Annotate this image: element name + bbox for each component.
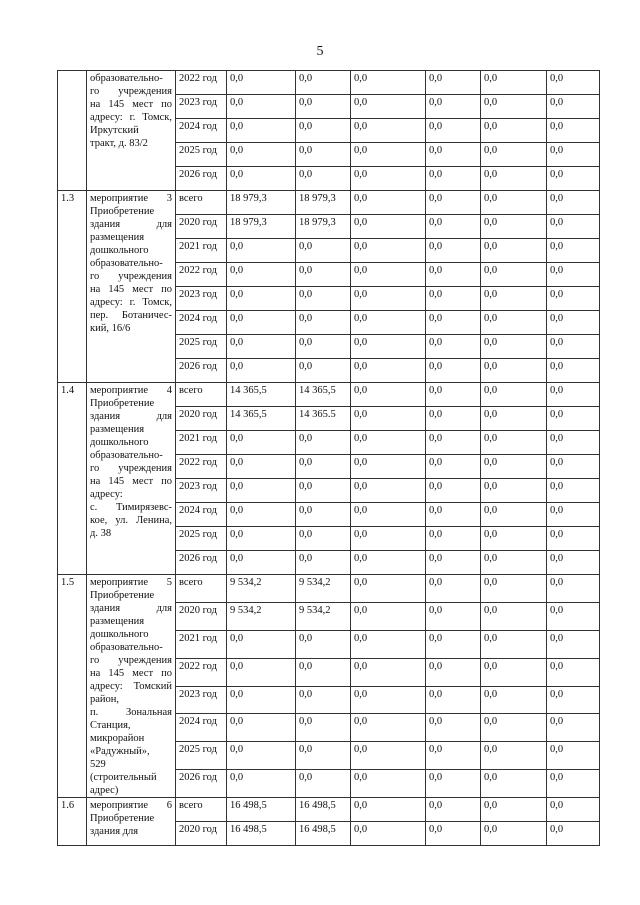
description-line: го учреждения bbox=[90, 655, 172, 666]
period-cell: 2021 год bbox=[176, 431, 227, 455]
value-cell: 0,0 bbox=[547, 191, 600, 215]
description-line: кое, ул. Ленина, bbox=[90, 515, 172, 526]
value-cell: 0,0 bbox=[351, 311, 426, 335]
value-cell: 0,0 bbox=[227, 503, 296, 527]
value-cell: 0,0 bbox=[426, 215, 481, 239]
period-cell: 2026 год bbox=[176, 551, 227, 575]
description-line: размещения bbox=[90, 616, 145, 627]
description-line: мероприятие 5 bbox=[90, 577, 172, 588]
value-cell: 0,0 bbox=[296, 167, 351, 191]
value-cell: 0,0 bbox=[547, 335, 600, 359]
period-cell: 2024 год bbox=[176, 714, 227, 742]
value-cell: 16 498,5 bbox=[227, 822, 296, 846]
description-line: Приобретение bbox=[90, 398, 155, 409]
value-cell: 0,0 bbox=[351, 575, 426, 603]
period-cell: 2020 год bbox=[176, 822, 227, 846]
description-line: Приобретение bbox=[90, 206, 155, 217]
description-line: здания для bbox=[90, 603, 172, 614]
value-cell: 0,0 bbox=[426, 455, 481, 479]
description-line: адрес) bbox=[90, 785, 119, 796]
period-cell: всего bbox=[176, 191, 227, 215]
description-line: 529 bbox=[90, 759, 106, 770]
value-cell: 0,0 bbox=[481, 407, 547, 431]
value-cell: 0,0 bbox=[227, 143, 296, 167]
value-cell: 0,0 bbox=[227, 335, 296, 359]
description-line: на 145 мест по bbox=[90, 476, 172, 487]
period-cell: 2025 год bbox=[176, 527, 227, 551]
value-cell: 0,0 bbox=[227, 71, 296, 95]
value-cell: 0,0 bbox=[351, 71, 426, 95]
value-cell: 0,0 bbox=[351, 119, 426, 143]
value-cell: 0,0 bbox=[351, 686, 426, 714]
value-cell: 0,0 bbox=[351, 658, 426, 686]
value-cell: 0,0 bbox=[426, 191, 481, 215]
value-cell: 18 979,3 bbox=[296, 215, 351, 239]
value-cell: 0,0 bbox=[426, 658, 481, 686]
value-cell: 0,0 bbox=[426, 602, 481, 630]
value-cell: 0,0 bbox=[547, 95, 600, 119]
value-cell: 0,0 bbox=[426, 311, 481, 335]
table-row bbox=[58, 191, 600, 215]
description-line: микрорайон bbox=[90, 733, 145, 744]
value-cell: 0,0 bbox=[481, 658, 547, 686]
value-cell: 0,0 bbox=[227, 287, 296, 311]
value-cell: 0,0 bbox=[481, 335, 547, 359]
value-cell: 0,0 bbox=[547, 143, 600, 167]
value-cell: 0,0 bbox=[351, 383, 426, 407]
value-cell: 0,0 bbox=[426, 263, 481, 287]
value-cell: 0,0 bbox=[547, 287, 600, 311]
measure-description bbox=[87, 798, 176, 846]
value-cell: 0,0 bbox=[296, 630, 351, 658]
table-body bbox=[58, 71, 600, 846]
value-cell: 0,0 bbox=[481, 455, 547, 479]
value-cell: 0,0 bbox=[426, 431, 481, 455]
value-cell: 0,0 bbox=[547, 455, 600, 479]
value-cell: 0,0 bbox=[351, 527, 426, 551]
value-cell: 0,0 bbox=[481, 71, 547, 95]
value-cell: 0,0 bbox=[296, 335, 351, 359]
value-cell: 0,0 bbox=[426, 551, 481, 575]
value-cell: 0,0 bbox=[351, 551, 426, 575]
value-cell: 0,0 bbox=[481, 263, 547, 287]
value-cell: 0,0 bbox=[481, 770, 547, 798]
value-cell: 0,0 bbox=[426, 359, 481, 383]
value-cell: 0,0 bbox=[351, 263, 426, 287]
value-cell: 0,0 bbox=[351, 143, 426, 167]
period-cell: 2024 год bbox=[176, 119, 227, 143]
value-cell: 0,0 bbox=[481, 359, 547, 383]
period-cell: 2023 год bbox=[176, 287, 227, 311]
value-cell: 0,0 bbox=[296, 143, 351, 167]
value-cell: 0,0 bbox=[481, 383, 547, 407]
table-row bbox=[58, 383, 600, 407]
value-cell: 9 534,2 bbox=[227, 602, 296, 630]
value-cell: 0,0 bbox=[481, 239, 547, 263]
value-cell: 0,0 bbox=[426, 383, 481, 407]
value-cell: 0,0 bbox=[351, 359, 426, 383]
value-cell: 0,0 bbox=[351, 822, 426, 846]
value-cell: 0,0 bbox=[481, 479, 547, 503]
budget-table bbox=[57, 70, 600, 846]
value-cell: 14 365,5 bbox=[296, 383, 351, 407]
value-cell: 0,0 bbox=[351, 95, 426, 119]
value-cell: 0,0 bbox=[296, 119, 351, 143]
value-cell: 0,0 bbox=[426, 71, 481, 95]
period-cell: 2020 год bbox=[176, 215, 227, 239]
value-cell: 0,0 bbox=[227, 431, 296, 455]
value-cell: 0,0 bbox=[547, 263, 600, 287]
value-cell: 0,0 bbox=[547, 527, 600, 551]
value-cell: 0,0 bbox=[547, 503, 600, 527]
value-cell: 0,0 bbox=[481, 215, 547, 239]
period-cell: всего bbox=[176, 575, 227, 603]
value-cell: 9 534,2 bbox=[296, 602, 351, 630]
row-index: 1.3 bbox=[58, 191, 87, 383]
value-cell: 0,0 bbox=[547, 551, 600, 575]
period-cell: 2024 год bbox=[176, 503, 227, 527]
value-cell: 0,0 bbox=[547, 742, 600, 770]
value-cell: 0,0 bbox=[481, 822, 547, 846]
value-cell: 0,0 bbox=[547, 770, 600, 798]
value-cell: 0,0 bbox=[426, 770, 481, 798]
description-line: образовательно- bbox=[90, 73, 163, 84]
page-number: 5 bbox=[316, 44, 324, 59]
value-cell: 18 979,3 bbox=[296, 191, 351, 215]
value-cell: 0,0 bbox=[296, 770, 351, 798]
value-cell: 0,0 bbox=[351, 335, 426, 359]
period-cell: 2026 год bbox=[176, 359, 227, 383]
value-cell: 0,0 bbox=[227, 742, 296, 770]
period-cell: 2026 год bbox=[176, 167, 227, 191]
description-line: го учреждения bbox=[90, 86, 172, 97]
value-cell: 0,0 bbox=[227, 527, 296, 551]
value-cell: 0,0 bbox=[547, 822, 600, 846]
value-cell: 0,0 bbox=[296, 95, 351, 119]
value-cell: 0,0 bbox=[296, 527, 351, 551]
value-cell: 0,0 bbox=[296, 551, 351, 575]
value-cell: 0,0 bbox=[547, 602, 600, 630]
description-line: здания для bbox=[90, 826, 139, 837]
value-cell: 0,0 bbox=[227, 686, 296, 714]
value-cell: 0,0 bbox=[351, 770, 426, 798]
description-line: го учреждения bbox=[90, 271, 172, 282]
value-cell: 0,0 bbox=[227, 359, 296, 383]
description-line: д. 38 bbox=[90, 528, 112, 539]
value-cell: 0,0 bbox=[547, 658, 600, 686]
value-cell: 0,0 bbox=[547, 575, 600, 603]
value-cell: 0,0 bbox=[547, 630, 600, 658]
value-cell: 0,0 bbox=[227, 95, 296, 119]
row-index bbox=[58, 71, 87, 191]
value-cell: 0,0 bbox=[481, 95, 547, 119]
value-cell: 0,0 bbox=[296, 714, 351, 742]
value-cell: 0,0 bbox=[426, 527, 481, 551]
description-line: адресу: г. Томск, bbox=[90, 297, 172, 308]
value-cell: 0,0 bbox=[426, 742, 481, 770]
value-cell: 0,0 bbox=[351, 714, 426, 742]
value-cell: 0,0 bbox=[351, 167, 426, 191]
value-cell: 0,0 bbox=[227, 551, 296, 575]
value-cell: 0,0 bbox=[426, 714, 481, 742]
value-cell: 0,0 bbox=[227, 167, 296, 191]
value-cell: 0,0 bbox=[481, 191, 547, 215]
period-cell: 2021 год bbox=[176, 239, 227, 263]
value-cell: 0,0 bbox=[481, 602, 547, 630]
period-cell: 2022 год bbox=[176, 71, 227, 95]
measure-description bbox=[87, 383, 176, 575]
description-line: пер. Ботаничес- bbox=[90, 310, 172, 321]
value-cell: 0,0 bbox=[481, 527, 547, 551]
description-line: дошкольного bbox=[90, 437, 149, 448]
value-cell: 0,0 bbox=[547, 798, 600, 822]
value-cell: 0,0 bbox=[547, 407, 600, 431]
value-cell: 0,0 bbox=[481, 575, 547, 603]
value-cell: 0,0 bbox=[227, 714, 296, 742]
value-cell: 0,0 bbox=[296, 503, 351, 527]
period-cell: 2020 год bbox=[176, 602, 227, 630]
value-cell: 14 365.5 bbox=[296, 407, 351, 431]
value-cell: 0,0 bbox=[426, 335, 481, 359]
description-line: адресу: Томский bbox=[90, 681, 172, 692]
value-cell: 0,0 bbox=[481, 714, 547, 742]
row-index: 1.6 bbox=[58, 798, 87, 846]
period-cell: 2022 год bbox=[176, 263, 227, 287]
value-cell: 0,0 bbox=[296, 742, 351, 770]
measure-description bbox=[87, 191, 176, 383]
value-cell: 0,0 bbox=[296, 431, 351, 455]
value-cell: 0,0 bbox=[547, 119, 600, 143]
description-line: район, bbox=[90, 694, 120, 705]
description-line: кий, 16/6 bbox=[90, 323, 131, 334]
value-cell: 0,0 bbox=[547, 71, 600, 95]
value-cell: 14 365,5 bbox=[227, 383, 296, 407]
description-line: образовательно- bbox=[90, 642, 163, 653]
value-cell: 0,0 bbox=[426, 95, 481, 119]
measure-description bbox=[87, 71, 176, 191]
row-index: 1.4 bbox=[58, 383, 87, 575]
value-cell: 0,0 bbox=[296, 287, 351, 311]
row-index: 1.5 bbox=[58, 575, 87, 798]
value-cell: 0,0 bbox=[426, 686, 481, 714]
value-cell: 0,0 bbox=[351, 630, 426, 658]
table-row bbox=[58, 71, 600, 95]
value-cell: 0,0 bbox=[351, 479, 426, 503]
value-cell: 0,0 bbox=[296, 311, 351, 335]
value-cell: 0,0 bbox=[227, 263, 296, 287]
value-cell: 0,0 bbox=[481, 167, 547, 191]
period-cell: 2023 год bbox=[176, 95, 227, 119]
value-cell: 0,0 bbox=[481, 551, 547, 575]
value-cell: 0,0 bbox=[481, 143, 547, 167]
value-cell: 0,0 bbox=[351, 455, 426, 479]
description-line: с. Тимирязевс- bbox=[90, 502, 172, 513]
description-line: адресу: г. Томск, bbox=[90, 112, 172, 123]
value-cell: 0,0 bbox=[547, 479, 600, 503]
value-cell: 0,0 bbox=[227, 119, 296, 143]
description-line: го учреждения bbox=[90, 463, 172, 474]
value-cell: 0,0 bbox=[426, 479, 481, 503]
value-cell: 0,0 bbox=[227, 311, 296, 335]
value-cell: 0,0 bbox=[351, 798, 426, 822]
description-line: мероприятие 3 bbox=[90, 193, 172, 204]
description-line: на 145 мест по bbox=[90, 668, 172, 679]
description-line: образовательно- bbox=[90, 258, 163, 269]
value-cell: 0,0 bbox=[426, 407, 481, 431]
value-cell: 0,0 bbox=[351, 431, 426, 455]
value-cell: 0,0 bbox=[481, 431, 547, 455]
value-cell: 0,0 bbox=[547, 239, 600, 263]
period-cell: 2026 год bbox=[176, 770, 227, 798]
value-cell: 0,0 bbox=[481, 503, 547, 527]
value-cell: 0,0 bbox=[296, 239, 351, 263]
value-cell: 18 979,3 bbox=[227, 215, 296, 239]
value-cell: 0,0 bbox=[426, 119, 481, 143]
value-cell: 0,0 bbox=[227, 239, 296, 263]
value-cell: 0,0 bbox=[481, 798, 547, 822]
value-cell: 0,0 bbox=[351, 503, 426, 527]
period-cell: 2025 год bbox=[176, 335, 227, 359]
value-cell: 0,0 bbox=[351, 407, 426, 431]
value-cell: 0,0 bbox=[296, 479, 351, 503]
value-cell: 0,0 bbox=[426, 630, 481, 658]
value-cell: 0,0 bbox=[426, 503, 481, 527]
period-cell: 2021 год bbox=[176, 630, 227, 658]
value-cell: 14 365,5 bbox=[227, 407, 296, 431]
period-cell: 2020 год bbox=[176, 407, 227, 431]
description-line: на 145 мест по bbox=[90, 284, 172, 295]
value-cell: 0,0 bbox=[426, 239, 481, 263]
value-cell: 0,0 bbox=[296, 658, 351, 686]
value-cell: 0,0 bbox=[296, 686, 351, 714]
value-cell: 0,0 bbox=[227, 455, 296, 479]
description-line: п. Зональная bbox=[90, 707, 172, 718]
description-line: тракт, д. 83/2 bbox=[90, 138, 148, 149]
period-cell: 2025 год bbox=[176, 742, 227, 770]
value-cell: 0,0 bbox=[481, 311, 547, 335]
period-cell: 2022 год bbox=[176, 658, 227, 686]
period-cell: всего bbox=[176, 383, 227, 407]
description-line: Иркутский bbox=[90, 125, 139, 136]
value-cell: 0,0 bbox=[426, 822, 481, 846]
value-cell: 9 534,2 bbox=[296, 575, 351, 603]
value-cell: 0,0 bbox=[426, 143, 481, 167]
value-cell: 0,0 bbox=[351, 742, 426, 770]
description-line: здания для bbox=[90, 219, 172, 230]
description-line: здания для bbox=[90, 411, 172, 422]
value-cell: 0,0 bbox=[351, 215, 426, 239]
value-cell: 0,0 bbox=[426, 798, 481, 822]
value-cell: 16 498,5 bbox=[296, 798, 351, 822]
value-cell: 0,0 bbox=[547, 215, 600, 239]
value-cell: 0,0 bbox=[481, 119, 547, 143]
value-cell: 0,0 bbox=[547, 383, 600, 407]
description-line: Приобретение bbox=[90, 590, 155, 601]
table-row bbox=[58, 798, 600, 822]
value-cell: 0,0 bbox=[227, 630, 296, 658]
value-cell: 0,0 bbox=[547, 311, 600, 335]
value-cell: 0,0 bbox=[547, 431, 600, 455]
period-cell: 2023 год bbox=[176, 479, 227, 503]
description-line: «Радужный», bbox=[90, 746, 150, 757]
value-cell: 0,0 bbox=[351, 239, 426, 263]
value-cell: 0,0 bbox=[351, 287, 426, 311]
value-cell: 0,0 bbox=[481, 287, 547, 311]
measure-description bbox=[87, 575, 176, 798]
description-line: образовательно- bbox=[90, 450, 163, 461]
value-cell: 0,0 bbox=[426, 575, 481, 603]
value-cell: 0,0 bbox=[296, 263, 351, 287]
value-cell: 0,0 bbox=[426, 167, 481, 191]
value-cell: 0,0 bbox=[296, 359, 351, 383]
table-row bbox=[58, 575, 600, 603]
description-line: адресу: bbox=[90, 489, 123, 500]
value-cell: 0,0 bbox=[296, 71, 351, 95]
description-line: мероприятие 6 bbox=[90, 800, 172, 811]
value-cell: 9 534,2 bbox=[227, 575, 296, 603]
value-cell: 0,0 bbox=[227, 770, 296, 798]
value-cell: 0,0 bbox=[547, 359, 600, 383]
value-cell: 0,0 bbox=[426, 287, 481, 311]
value-cell: 0,0 bbox=[296, 455, 351, 479]
period-cell: 2022 год bbox=[176, 455, 227, 479]
value-cell: 0,0 bbox=[547, 714, 600, 742]
value-cell: 16 498,5 bbox=[296, 822, 351, 846]
value-cell: 0,0 bbox=[547, 686, 600, 714]
value-cell: 0,0 bbox=[227, 658, 296, 686]
period-cell: всего bbox=[176, 798, 227, 822]
value-cell: 0,0 bbox=[481, 630, 547, 658]
value-cell: 0,0 bbox=[351, 191, 426, 215]
description-line: размещения bbox=[90, 424, 145, 435]
value-cell: 0,0 bbox=[481, 742, 547, 770]
value-cell: 0,0 bbox=[351, 602, 426, 630]
description-line: на 145 мест по bbox=[90, 99, 172, 110]
description-line: мероприятие 4 bbox=[90, 385, 172, 396]
value-cell: 0,0 bbox=[227, 479, 296, 503]
description-line: (строительный bbox=[90, 772, 157, 783]
period-cell: 2024 год bbox=[176, 311, 227, 335]
description-line: дошкольного bbox=[90, 629, 149, 640]
description-line: размещения bbox=[90, 232, 145, 243]
description-line: Станция, bbox=[90, 720, 131, 731]
period-cell: 2023 год bbox=[176, 686, 227, 714]
value-cell: 0,0 bbox=[547, 167, 600, 191]
value-cell: 16 498,5 bbox=[227, 798, 296, 822]
value-cell: 0,0 bbox=[481, 686, 547, 714]
period-cell: 2025 год bbox=[176, 143, 227, 167]
description-line: Приобретение bbox=[90, 813, 155, 824]
value-cell: 18 979,3 bbox=[227, 191, 296, 215]
description-line: дошкольного bbox=[90, 245, 149, 256]
